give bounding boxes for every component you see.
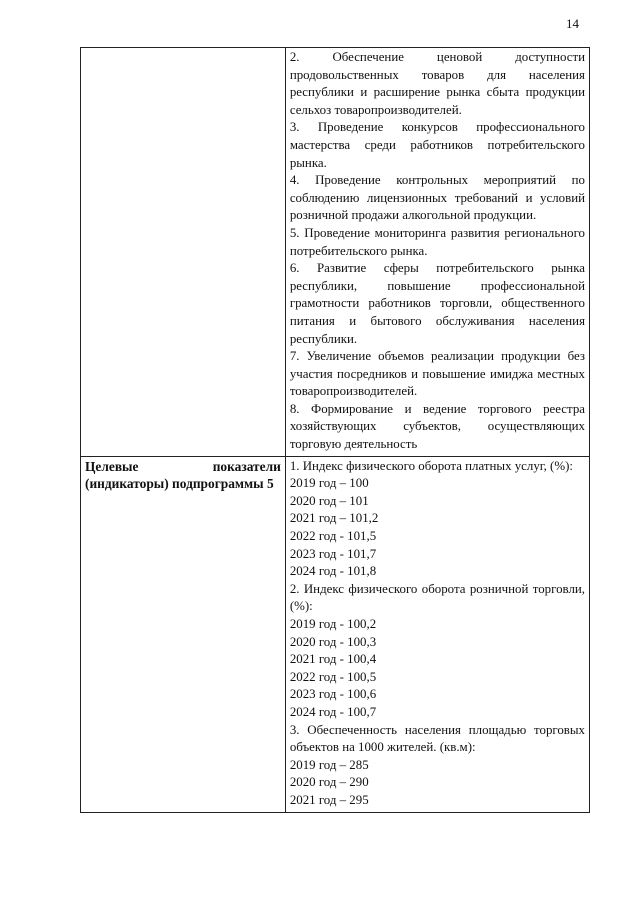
indicators-row bbox=[81, 456, 590, 812]
task-item: 8. Формирование и ведение торгового реестра хозяйствующих субъектов, осуществляющих торговую деятельность bbox=[289, 401, 585, 452]
indicator-value: 2022 год - 100,5 bbox=[289, 669, 377, 684]
indicator-block bbox=[290, 581, 585, 722]
indicators-content-cell bbox=[285, 456, 589, 812]
indicator-value: 2020 год - 100,3 bbox=[289, 634, 377, 649]
indicator-value: 2022 год - 101,5 bbox=[289, 529, 377, 544]
task-item: 2. Обеспечение ценовой доступности продовольственных товаров для населения республики и расширение рынка сбыта продукции сельхоз товаропроизводителей. bbox=[289, 50, 585, 117]
tasks-content-cell bbox=[285, 48, 589, 457]
tasks-label-cell bbox=[81, 48, 286, 457]
indicator-value: 2023 год - 101,7 bbox=[289, 546, 377, 561]
indicator-value: 2024 год - 101,8 bbox=[289, 564, 377, 579]
task-item: 3. Проведение конкурсов профессионального мастерства среди работников потребительского рынка. bbox=[289, 120, 585, 170]
task-item: 6. Развитие сферы потребительского рынка республики, повышение профессиональной грамотности работников торговли, общественного питания и бытового обслуживания населения республики. bbox=[289, 261, 585, 346]
page-number: 14 bbox=[566, 16, 579, 31]
indicator-block bbox=[290, 722, 585, 810]
indicator-value: 2019 год – 285 bbox=[289, 757, 369, 772]
indicator-value: 2020 год – 101 bbox=[289, 493, 369, 508]
indicators-label: Целевые показатели (индикаторы) подпрограммы 5 bbox=[81, 456, 286, 812]
indicator-block bbox=[290, 458, 585, 581]
tasks-row bbox=[81, 48, 590, 457]
indicator-value: 2019 год – 100 bbox=[289, 476, 369, 491]
indicator-title: 3. Обеспеченность населения площадью торговых объектов на 1000 жителей. (кв.м): bbox=[289, 722, 585, 755]
task-item: 4. Проведение контрольных мероприятий по соблюдению лицензионных требований и условий розничной продажи алкогольной продукции. bbox=[289, 173, 585, 223]
indicator-value: 2019 год - 100,2 bbox=[289, 617, 377, 631]
task-item: 7. Увеличение объемов реализации продукции без участия посредников и повышение имиджа местных товаропроизводителей. bbox=[289, 349, 585, 399]
indicator-value: 2024 год - 100,7 bbox=[289, 704, 377, 719]
task-item: 5. Проведение мониторинга развития регионального потребительского рынка. bbox=[289, 225, 585, 258]
indicator-title: 1. Индекс физического оборота платных услуг, (%): bbox=[289, 458, 573, 473]
indicator-value: 2023 год - 100,6 bbox=[289, 687, 377, 702]
indicator-value: 2021 год – 295 bbox=[289, 792, 369, 807]
indicator-value: 2021 год – 101,2 bbox=[289, 511, 379, 526]
indicator-value: 2020 год – 290 bbox=[289, 775, 369, 790]
indicator-title: 2. Индекс физического оборота розничной торговли, (%): bbox=[289, 581, 585, 614]
indicator-value: 2021 год - 100,4 bbox=[289, 652, 377, 667]
subprogram-passport-table bbox=[80, 47, 590, 813]
